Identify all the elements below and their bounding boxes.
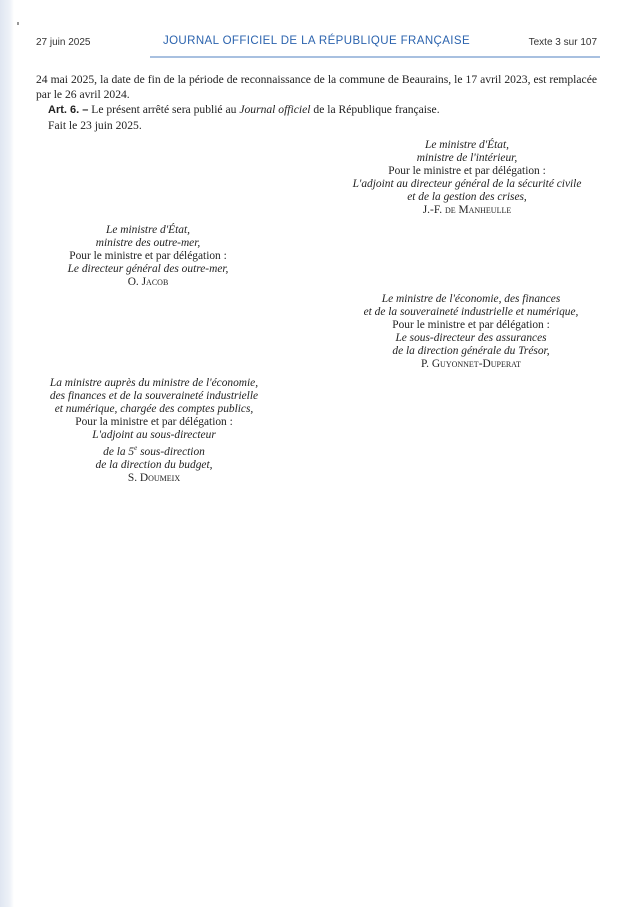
sig-name-initials: J.-F. [422,204,445,216]
signature-comptes-publics [36,377,272,485]
signature-economie [344,293,598,371]
sig-delegation: Pour le ministre et par délégation : [69,250,227,262]
sig-delegation: Pour le ministre et par délégation : [392,319,550,331]
sig-name [344,358,598,371]
sig-name [36,472,272,485]
sig-delegation: Pour la ministre et par délégation : [75,416,233,428]
article-text-before: Le présent arrêté sera publié au [88,103,240,116]
sig-title: ministre de l'intérieur, [416,152,518,164]
page-number: Texte 3 sur 107 [528,37,597,48]
page-left-edge [0,0,14,907]
sig-title: Le ministre de l'économie, des finances [381,293,561,305]
sig-name-surname: Jacob [141,276,169,288]
sig-role: Le sous-directeur des assurances [395,332,547,344]
sig-role: de la direction du budget, [95,458,213,471]
sig-name-surname: de Manheulle [444,204,512,216]
sig-role-sup: e [134,444,138,452]
journal-officiel-italic: Journal officiel [239,103,311,116]
sig-name [336,204,598,217]
sig-role [36,442,272,459]
header-rule [150,56,600,58]
sig-name-initials: O. [127,276,142,288]
article-text-after: de la République française. [310,103,440,116]
sig-role: L'adjoint au directeur général de la sécurité civile [352,178,582,190]
sig-title: et de la souveraineté industrielle et numérique, [363,306,579,318]
sig-role: et de la gestion des crises, [407,191,527,203]
article-6 [36,102,597,118]
sig-name [36,276,260,289]
margin-mark [17,22,19,25]
sig-role: Le directeur général des outre-mer, [67,263,229,275]
signature-interieur [336,139,598,217]
document-body [36,72,597,133]
sig-title: Le ministre d'État, [425,139,509,151]
sig-title: ministre des outre-mer, [95,237,201,249]
sig-title: La ministre auprès du ministre de l'économie, [49,377,259,389]
fait-le: Fait le 23 juin 2025. [48,119,142,132]
sig-name-initials: P. [421,358,432,370]
sig-role: de la direction générale du Trésor, [392,345,550,357]
header-date: 27 juin 2025 [36,37,91,48]
sig-title: Le ministre d'État, [106,224,190,236]
sig-role-post: sous-direction [137,445,205,458]
sig-name-surname: Doumeix [139,471,181,484]
sig-name-initials: S. [127,471,140,484]
sig-delegation: Pour le ministre et par délégation : [388,165,546,177]
sig-title: des finances et de la souveraineté industrielle [49,390,259,402]
page-header [36,35,597,53]
signature-outremer [36,224,260,289]
journal-title: JOURNAL OFFICIEL DE LA RÉPUBLIQUE FRANÇAISE [162,35,471,47]
article-label: Art. 6. – [48,104,89,116]
sig-name-surname: Guyonnet-Duperat [431,358,521,370]
sig-role-pre: de la 5 [103,445,135,458]
sig-title: et numérique, chargée des comptes publics, [54,403,254,415]
sig-role: L'adjoint au sous-directeur [92,429,216,441]
paragraph-continuation: 24 mai 2025, la date de fin de la période de reconnaissance de la commune de Beaurains, le 17 avril 2023, est remplacée par le 26 avril 2024. [36,73,597,101]
